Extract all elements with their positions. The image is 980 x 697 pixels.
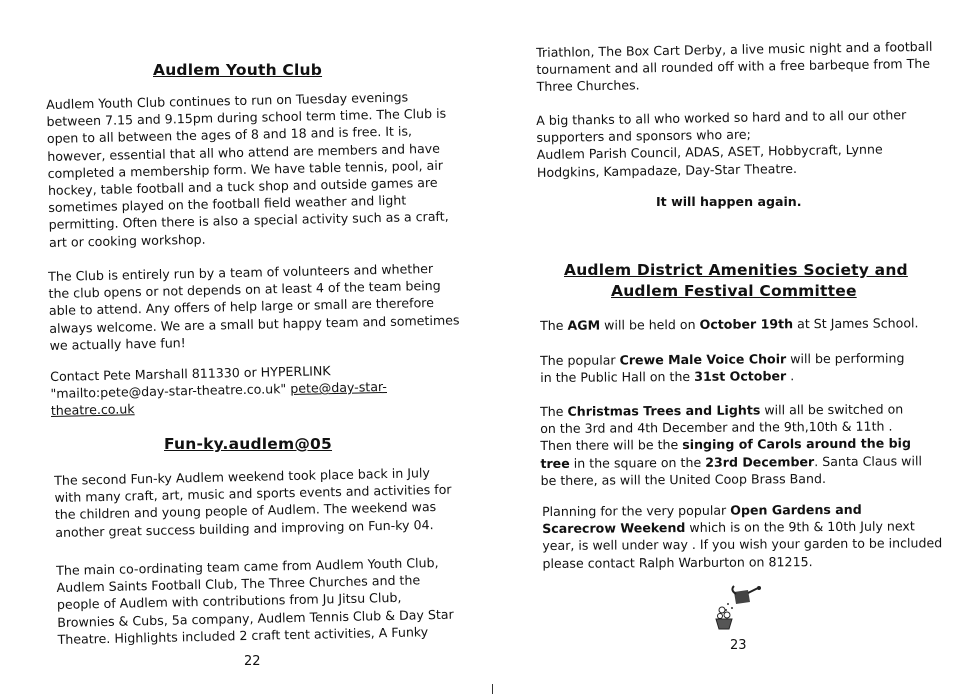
choir-paragraph: [540, 349, 905, 386]
text-line: in the Public Hall on the 31st October .: [540, 368, 795, 386]
gardens-paragraph: [542, 500, 942, 572]
amenities-heading-line1: Audlem District Amenities Society and: [564, 261, 908, 279]
text-line: people of Audlem with contributions from Ju Jitsu Club,: [56, 590, 402, 613]
text-line: we actually have fun!: [49, 334, 186, 353]
text-line: The main co-ordinating team came from Audlem Youth Club,: [56, 554, 439, 578]
continued-paragraph: [536, 38, 933, 96]
youth-club-paragraph-1: [46, 88, 449, 251]
funky-paragraph-2: [56, 554, 454, 648]
text-line: Then there will be the singing of Carols around the big: [540, 435, 912, 454]
text-line: supporters and sponsors who are;: [536, 126, 751, 146]
text-line: however, essential that all who attend are members and have: [47, 140, 441, 164]
text-line: Audlem Parish Council, ADAS, ASET, Hobbycraft, Lynne: [536, 141, 883, 163]
thanks-paragraph: [536, 106, 907, 181]
text-line: Audlem Saints Football Club, The Three Churches and the: [56, 572, 421, 596]
text-line: Theatre. Highlights included 2 craft tent activities, A Funky: [57, 624, 429, 647]
youth-club-heading: Audlem Youth Club: [153, 61, 323, 79]
text-line: with many craft, art, music and sports events and activities for: [54, 481, 452, 506]
agm-paragraph: [540, 314, 919, 334]
text-line: Three Churches.: [536, 77, 640, 95]
contact-line: Contact Pete Marshall 811330 or HYPERLINK: [50, 363, 331, 384]
text-line: Scarecrow Weekend which is on the 9th & 10th July next: [542, 518, 915, 537]
text-line: be there, as will the United Coop Brass Band.: [540, 470, 826, 488]
email-link-continued[interactable]: theatre.co.uk: [50, 401, 135, 419]
text-line: always welcome. We are a small but happy team and sometimes: [49, 312, 460, 336]
funky-paragraph-1: [54, 464, 452, 541]
youth-club-contact: [50, 361, 387, 420]
text-line: between 7.15 and 9.15pm during school term time. The Club is: [46, 105, 447, 130]
text-line: able to attend. Any offers of help large or small are therefore: [48, 295, 435, 319]
text-line: tree in the square on the 23rd December. Santa Claus will: [540, 452, 922, 471]
watering-can-and-flowerpot-icon: [714, 584, 762, 630]
page-number: 23: [730, 638, 747, 653]
text-line: tournament and all rounded off with a free barbeque from The: [536, 56, 931, 78]
text-line: The AGM will be held on October 19th at St James School.: [540, 315, 919, 333]
text-line: The popular Crewe Male Voice Choir will be performing: [540, 350, 905, 368]
text-line: Triathlon, The Box Cart Derby, a live music night and a football: [536, 38, 933, 60]
happen-again-text: It will happen again.: [656, 194, 802, 209]
page-number: 22: [244, 654, 261, 669]
funky-heading: Fun-ky.audlem@05: [164, 435, 333, 453]
text-line: Hodgkins, Kampadaze, Day-Star Theatre.: [536, 160, 798, 180]
text-line: please contact Ralph Warburton on 81215.: [542, 553, 813, 571]
text-line: on the 3rd and 4th December and the 9th,10th & 11th .: [540, 418, 893, 437]
text-line: The Christmas Trees and Lights will all be switched on: [540, 401, 904, 419]
text-line: open to all between the ages of 8 and 18 and is free. It is,: [46, 123, 413, 147]
christmas-paragraph: [540, 400, 922, 489]
email-link[interactable]: pete@day-star-: [290, 379, 388, 397]
right-page: [490, 0, 980, 697]
mailto-text: "mailto:pete@day-star-theatre.co.uk": [50, 381, 291, 402]
text-line: another great success building and improving on Fun-ky 04.: [55, 516, 434, 540]
text-line: A big thanks to all who worked so hard and to all our other: [536, 107, 907, 128]
binding-mark: [492, 684, 493, 694]
text-line: Brownies & Cubs, 5a company, Audlem Tennis Club & Day Star: [57, 606, 454, 630]
youth-club-paragraph-2: [48, 259, 460, 354]
text-line: the children and young people of Audlem. The weekend was: [54, 499, 437, 523]
text-line: permitting. Often there is also a special activity such as a craft,: [48, 209, 449, 233]
text-line: Audlem Youth Club continues to run on Tuesday evenings: [46, 89, 409, 112]
text-line: hockey, table football and a tuck shop and outside games are: [47, 174, 438, 198]
text-line: the club opens or not depends on at least 4 of the team being: [48, 277, 441, 302]
text-line: Planning for the very popular Open Gardens and: [542, 501, 862, 519]
text-line: art or cooking workshop.: [48, 231, 206, 250]
text-line: The second Fun-ky Audlem weekend took place back in July: [54, 465, 431, 488]
text-line: completed a membership form. We have table tennis, pool, air: [47, 157, 444, 181]
text-line: year, is well under way . If you wish your garden to be included: [542, 535, 943, 554]
amenities-heading-line2: Audlem Festival Committee: [611, 282, 857, 300]
text-line: sometimes played on the football field weather and light: [48, 192, 407, 216]
text-line: The Club is entirely run by a team of volunteers and whether: [48, 260, 434, 284]
